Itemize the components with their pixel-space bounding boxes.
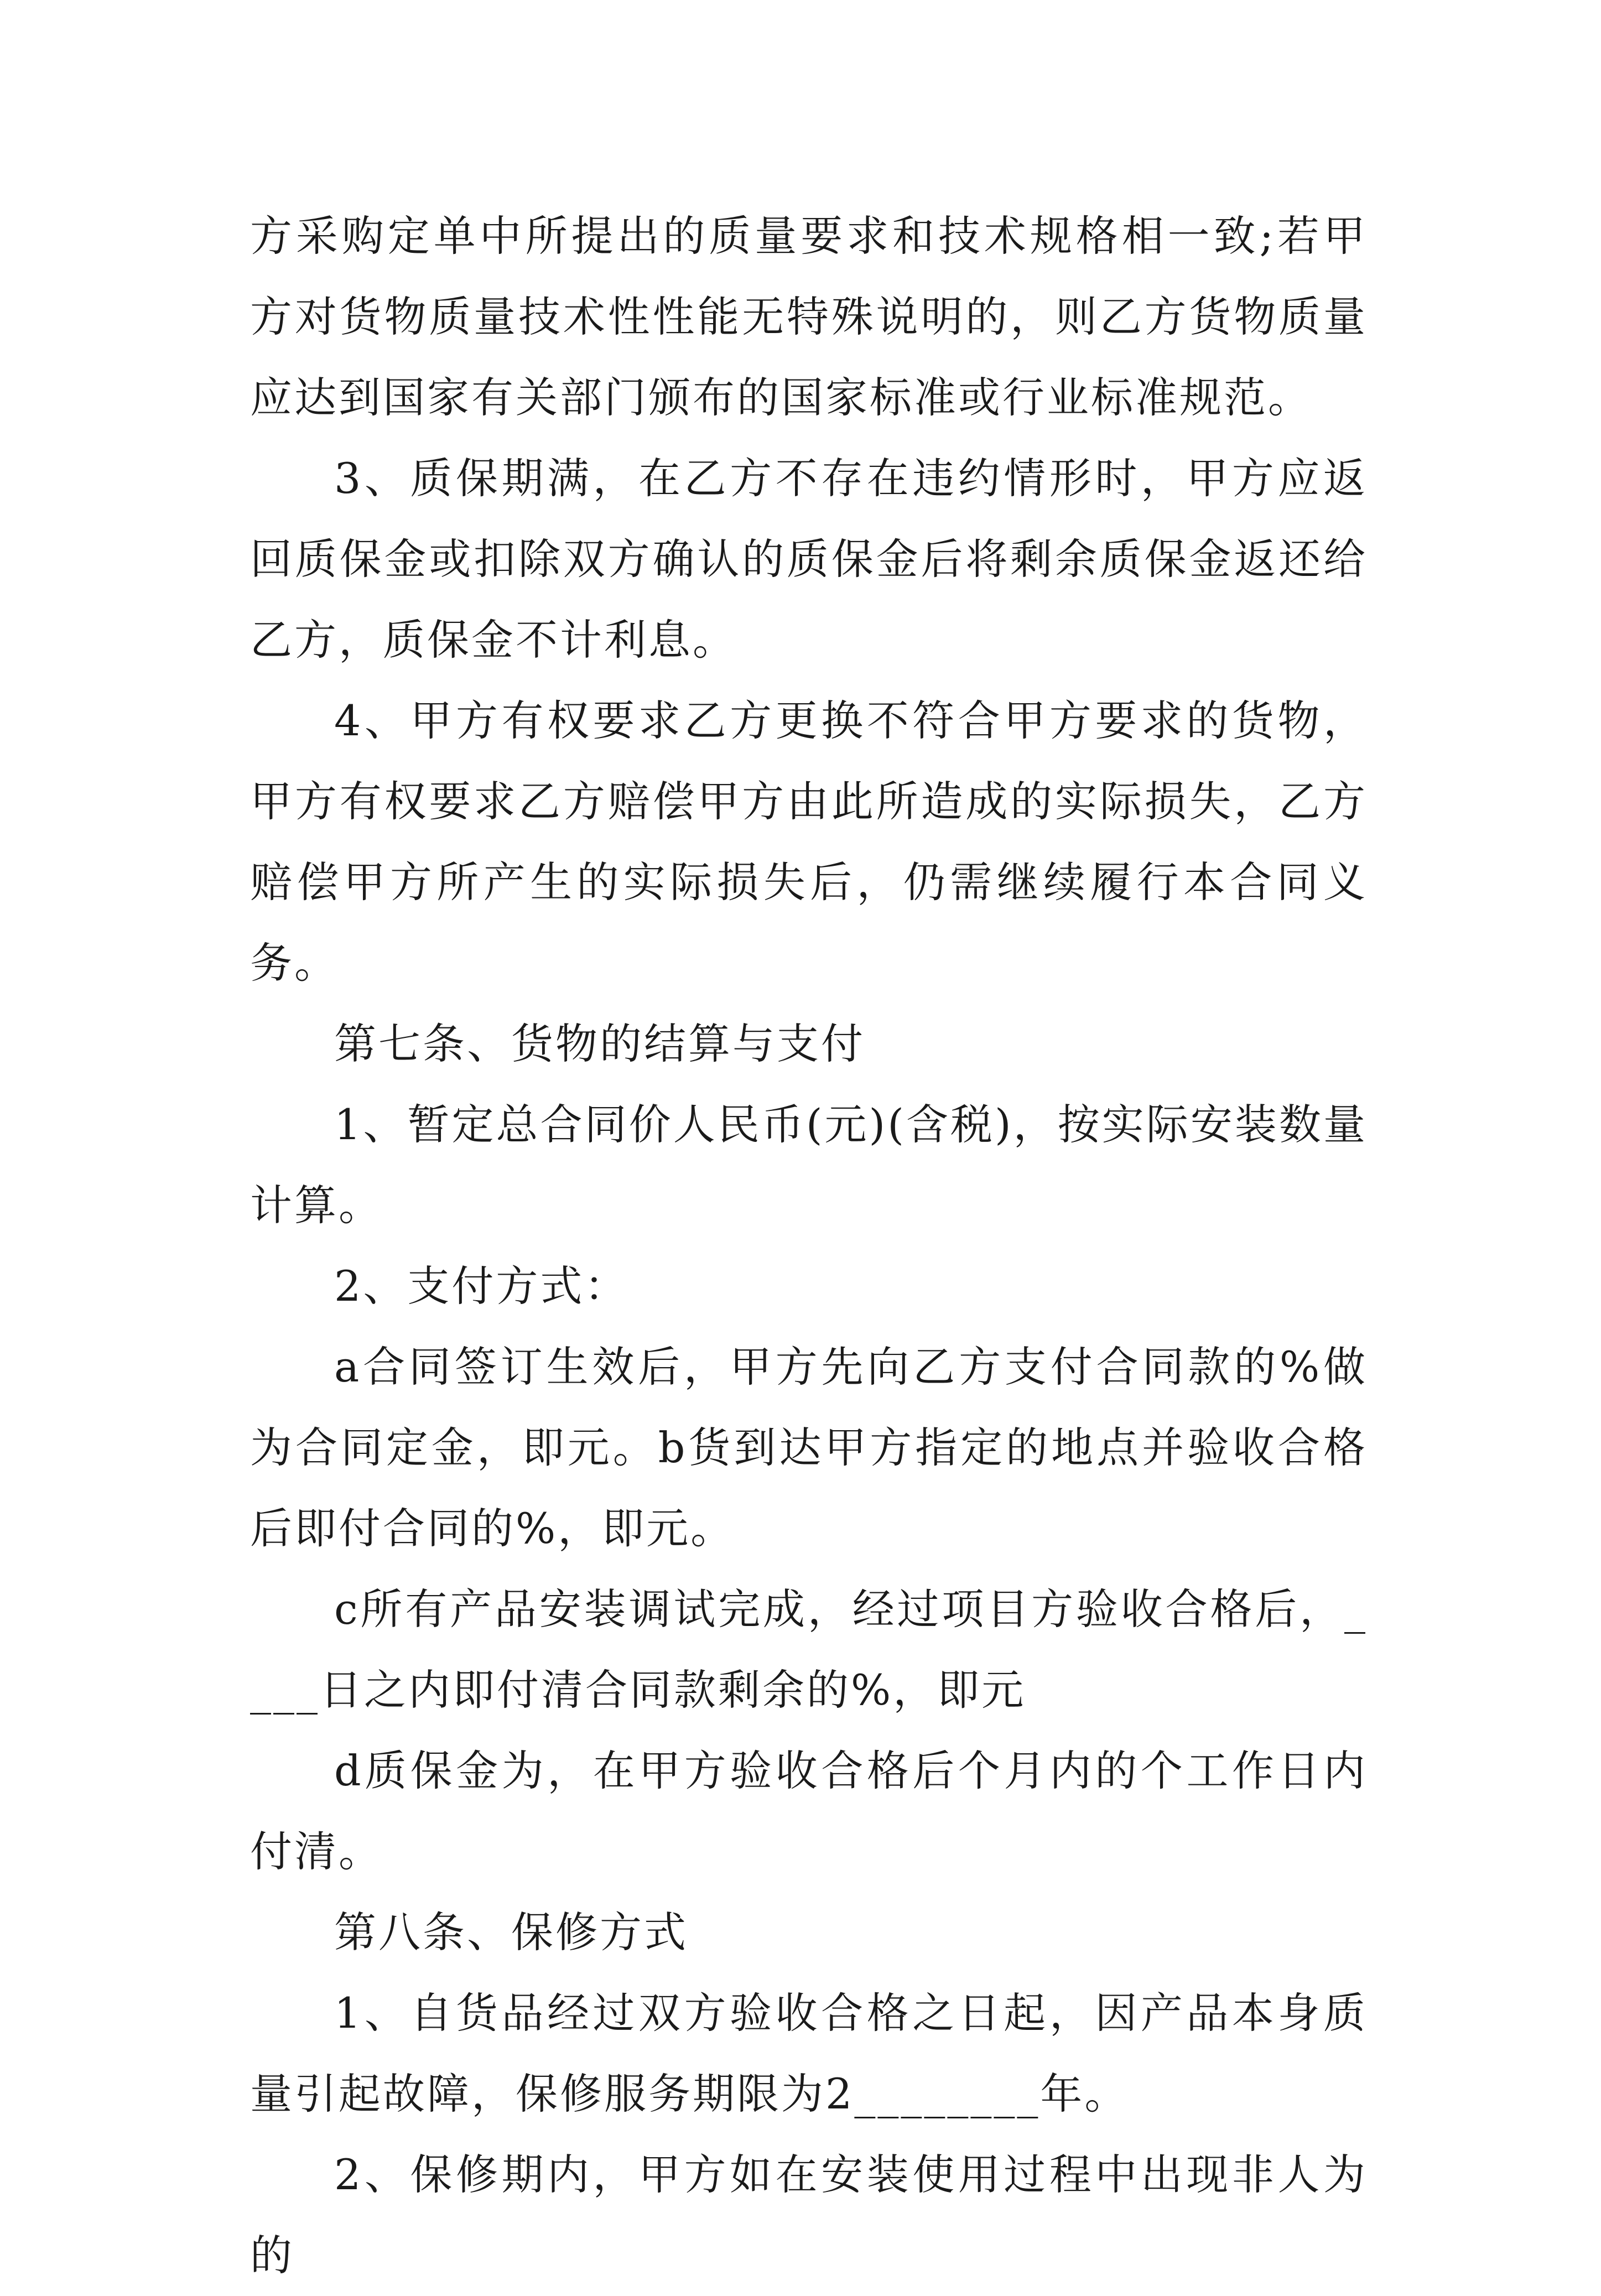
paragraph-warranty-period: 1、自货品经过双方验收合格之日起，因产品本身质量引起故障，保修服务期限为2________年。 [250, 1988, 1368, 2118]
paragraph-warranty-conditions: 2、保修期内，甲方如在安装使用过程中出现非人为的 [250, 2150, 1368, 2280]
paragraph-quality-requirements: 方采购定单中所提出的质量要求和技术规格相一致;若甲方对货物质量技术性性能无特殊说明的，则乙方货物质量应达到国家有关部门颁布的国家标准或行业标准规范。 [250, 211, 1368, 422]
section-heading-article-7: 第七条、货物的结算与支付 [334, 1019, 865, 1068]
paragraph-clause-4-replacement: 4、甲方有权要求乙方更换不符合甲方要求的货物，甲方有权要求乙方赔偿甲方由此所造成的实际损失，乙方赔偿甲方所产生的实际损失后，仍需继续履行本合同义务。 [250, 696, 1368, 988]
paragraph-clause-3-warranty-deposit: 3、质保期满，在乙方不存在违约情形时，甲方应返回质保金或扣除双方确认的质保金后将剩余质保金返还给乙方，质保金不计利息。 [250, 454, 1368, 664]
document-body [250, 196, 1368, 2296]
section-heading-article-8: 第八条、保修方式 [334, 1908, 688, 1957]
paragraph-payment-d: d质保金为，在甲方验收合格后个月内的个工作日内付清。 [250, 1746, 1368, 1876]
paragraph-contract-price: 1、暂定总合同价人民币(元)(含税)，按实际安装数量计算。 [250, 1100, 1368, 1230]
paragraph-payment-method: 2、支付方式： [334, 1261, 629, 1311]
paragraph-payment-c: c所有产品安装调试完成，经过项目方验收合格后，____日之内即付清合同款剩余的%，即元 [250, 1585, 1368, 1715]
paragraph-payment-a-b: a合同签订生效后，甲方先向乙方支付合同款的%做为合同定金，即元。b货到达甲方指定的地点并验收合格后即付合同的%，即元。 [250, 1342, 1368, 1553]
